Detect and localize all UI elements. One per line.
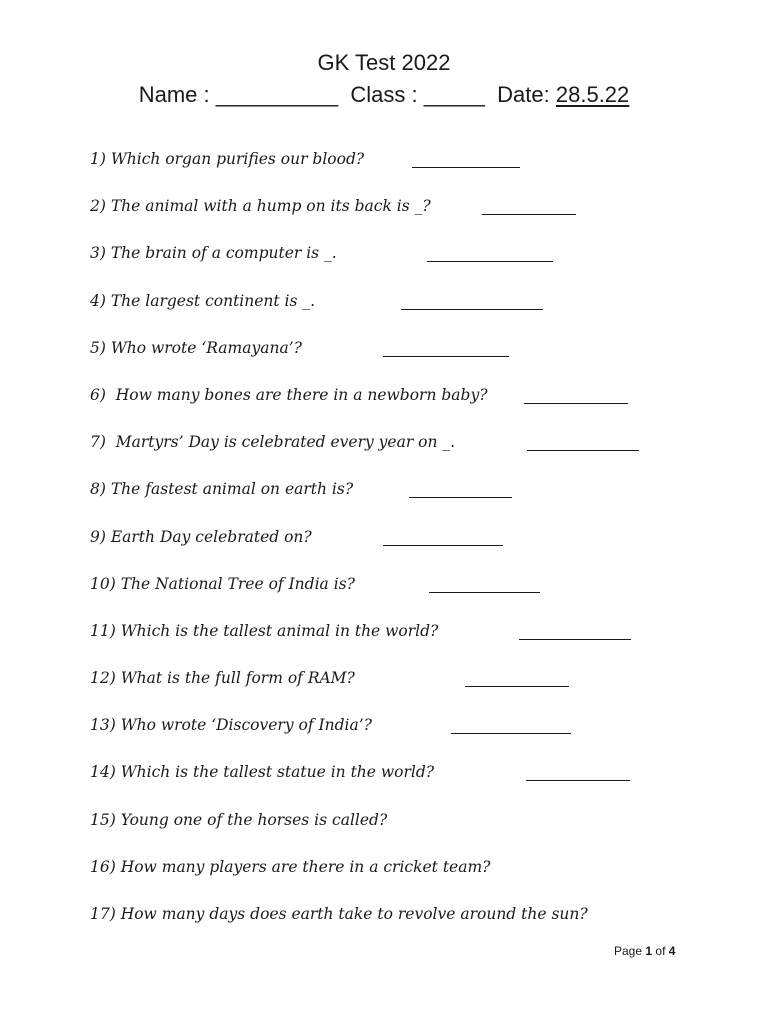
question-list xyxy=(90,145,710,947)
page-title: GK Test 2022 xyxy=(317,50,451,75)
question-text: 10) The National Tree of India is? xyxy=(90,574,355,593)
answer-blank xyxy=(526,780,630,781)
question-text: 5) Who wrote ‘Ramayana’? xyxy=(90,338,302,357)
question-item xyxy=(90,570,710,617)
question-item xyxy=(90,711,710,758)
page-of-label: of xyxy=(655,944,666,958)
question-item xyxy=(90,145,710,192)
class-blank: _____ xyxy=(423,82,485,107)
question-item xyxy=(90,381,710,428)
question-item xyxy=(90,475,710,522)
question-item xyxy=(90,334,710,381)
question-text: 3) The brain of a computer is _. xyxy=(90,244,337,263)
question-text: 6) How many bones are there in a newborn baby? xyxy=(90,385,488,404)
date-value: 28.5.22 xyxy=(555,82,630,107)
answer-blank xyxy=(465,686,569,687)
question-item xyxy=(90,192,710,239)
question-text: 1) Which organ purifies our blood? xyxy=(90,150,365,168)
question-item xyxy=(90,617,710,664)
question-item xyxy=(90,853,710,900)
answer-blank xyxy=(524,403,628,404)
answer-blank xyxy=(383,545,503,546)
answer-blank xyxy=(429,592,540,593)
question-text: 13) Who wrote ‘Discovery of India’? xyxy=(90,716,372,735)
question-text: 17) How many days does earth take to revolve around the sun? xyxy=(90,905,588,923)
question-text: 2) The animal with a hump on its back is _? xyxy=(90,197,431,216)
question-text: 7) Martyrs’ Day is celebrated every year on _. xyxy=(90,433,456,452)
answer-blank xyxy=(409,497,512,498)
question-text: 15) Young one of the horses is called? xyxy=(90,810,388,829)
question-item xyxy=(90,523,710,570)
answer-blank xyxy=(412,167,520,168)
answer-blank xyxy=(527,450,639,451)
answer-blank xyxy=(451,733,571,734)
page-current: 1 xyxy=(645,944,653,958)
question-item xyxy=(90,758,710,805)
answer-blank xyxy=(519,639,631,640)
page-total: 4 xyxy=(668,944,676,958)
date-label: Date: xyxy=(497,82,550,107)
name-label: Name : xyxy=(138,82,210,107)
question-text: 12) What is the full form of RAM? xyxy=(90,669,355,688)
question-item xyxy=(90,287,710,334)
question-item xyxy=(90,239,710,286)
question-item xyxy=(90,806,710,853)
answer-blank xyxy=(401,309,543,310)
question-item xyxy=(90,428,710,475)
answer-blank xyxy=(383,356,509,357)
answer-blank xyxy=(427,261,553,262)
question-text: 9) Earth Day celebrated on? xyxy=(90,527,312,546)
name-blank: __________ xyxy=(215,82,339,107)
class-label: Class : xyxy=(350,82,418,107)
student-details-line xyxy=(0,80,768,110)
question-text: 4) The largest continent is _. xyxy=(90,291,316,310)
question-item xyxy=(90,900,710,947)
question-text: 8) The fastest animal on earth is? xyxy=(90,480,354,499)
answer-blank xyxy=(482,214,576,215)
question-text: 11) Which is the tallest animal in the world? xyxy=(90,621,439,640)
question-text: 14) Which is the tallest statue in the world? xyxy=(90,763,435,782)
question-item xyxy=(90,664,710,711)
page-label: Page xyxy=(614,944,643,958)
question-text: 16) How many players are there in a cricket team? xyxy=(90,857,491,876)
page-number xyxy=(614,942,675,960)
